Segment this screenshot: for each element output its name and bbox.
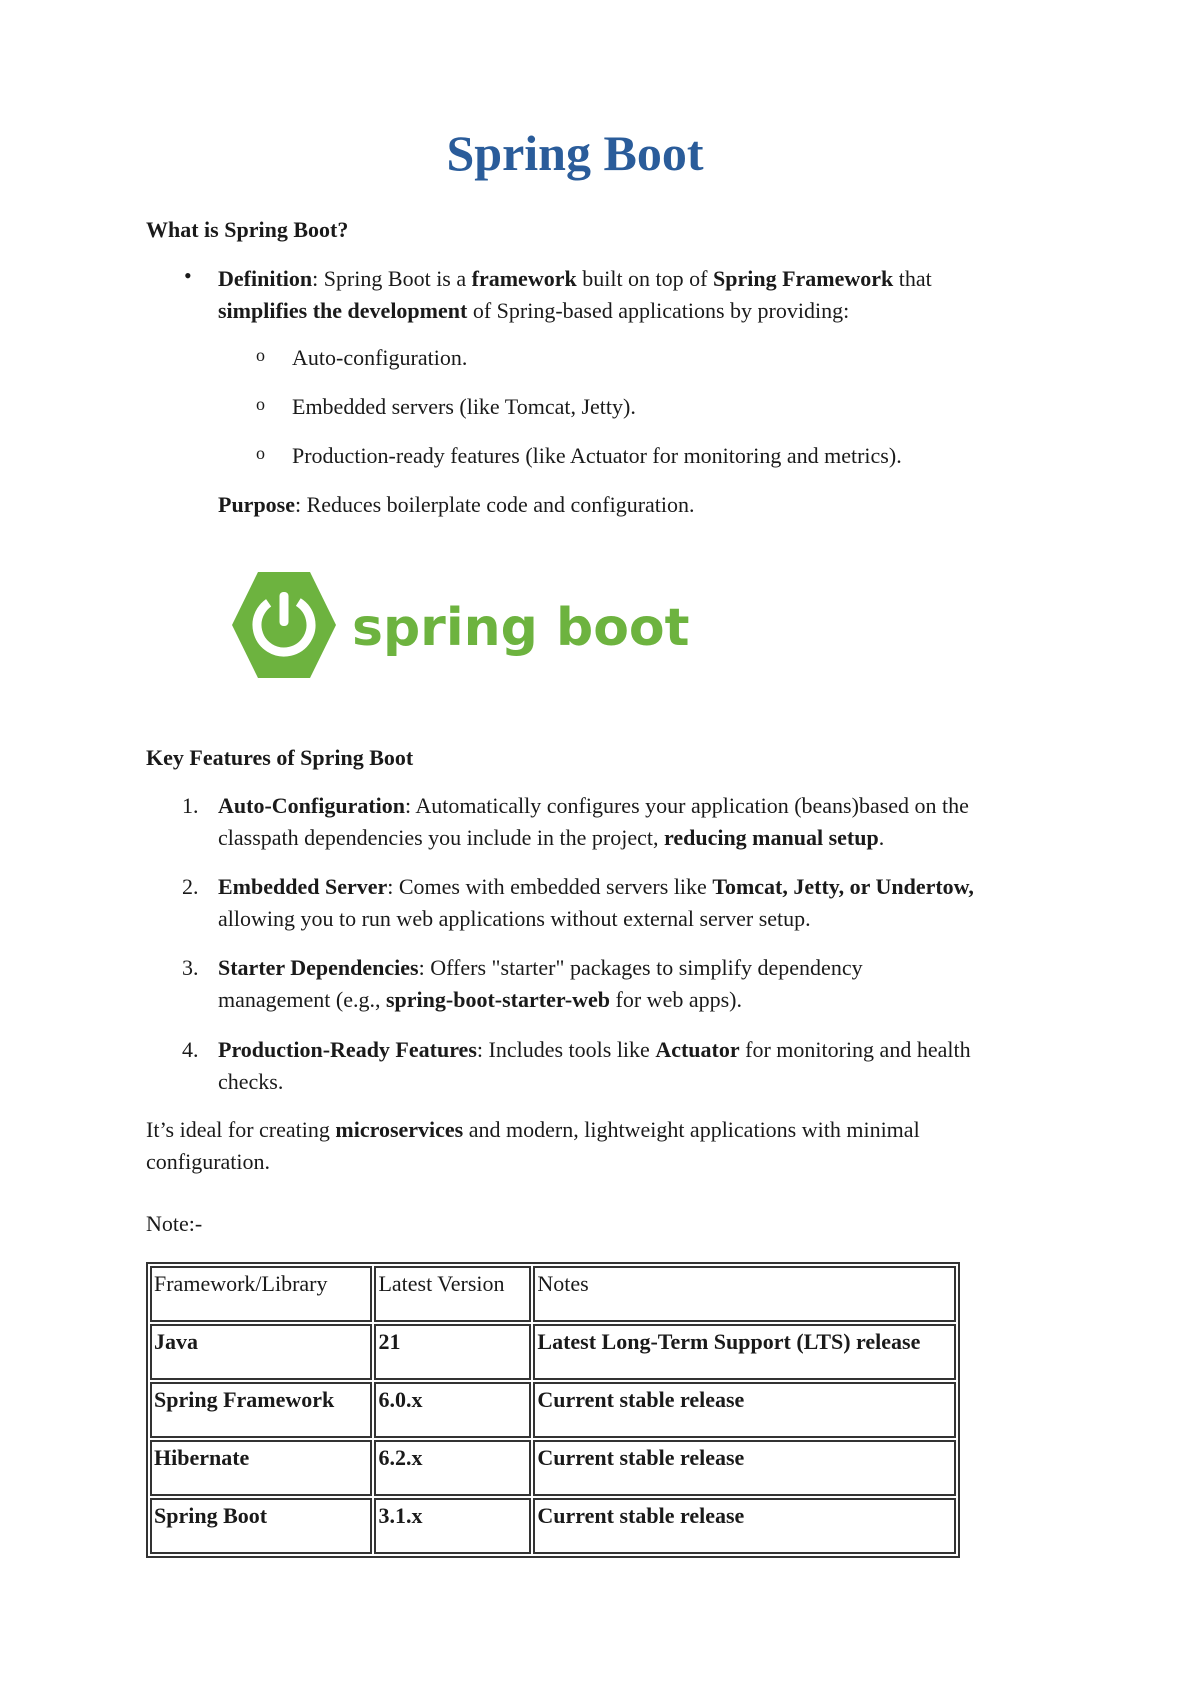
definition-text-3: that: [893, 266, 932, 291]
table-cell: 6.2.x: [374, 1440, 531, 1496]
table-cell: Spring Boot: [150, 1498, 372, 1554]
feature-bold: Tomcat, Jetty, or Undertow,: [712, 874, 974, 899]
table-cell: 3.1.x: [374, 1498, 531, 1554]
table-cell: Spring Framework: [150, 1382, 372, 1438]
table-header-cell: Latest Version: [374, 1266, 531, 1322]
definition-text-4: of Spring-based applications by providing:: [467, 298, 850, 323]
section-heading-what-is: What is Spring Boot?: [146, 217, 349, 242]
definition-bold-framework: framework: [471, 266, 577, 291]
ideal-bold-microservices: microservices: [335, 1117, 464, 1142]
table-row: [150, 1440, 956, 1496]
ideal-text: configuration.: [146, 1149, 271, 1174]
page-title: Spring Boot: [446, 125, 704, 181]
table-row: [150, 1498, 956, 1554]
table-cell: Current stable release: [533, 1382, 956, 1438]
ideal-text: and modern, lightweight applications with minimal: [463, 1117, 920, 1142]
feature-label: Embedded Server: [218, 874, 388, 899]
list-number: 4.: [182, 1037, 199, 1062]
feature-starter-dependencies: [218, 952, 1098, 1016]
feature-label: Production-Ready Features: [218, 1037, 477, 1062]
feature-text: for web apps).: [610, 987, 742, 1012]
ideal-paragraph: [146, 1114, 1066, 1178]
definition-bold-simplifies: simplifies the development: [218, 298, 468, 323]
definition-text-2: built on top of: [576, 266, 713, 291]
feature-label: Starter Dependencies: [218, 955, 419, 980]
feature-production-ready: [218, 1034, 1098, 1098]
table-header-cell: Notes: [533, 1266, 956, 1322]
feature-bold: reducing manual setup: [663, 825, 879, 850]
feature-text: : Offers "starter" packages to simplify dependency: [418, 955, 863, 980]
list-number: 2.: [182, 874, 199, 899]
logo-text: spring boot: [352, 598, 690, 658]
table-row: [150, 1382, 956, 1438]
sub-bullet-icon: o: [256, 443, 265, 463]
feature-text: : Includes tools like: [476, 1037, 656, 1062]
section-heading-key-features: Key Features of Spring Boot: [146, 745, 414, 770]
sub-bullet-icon: o: [256, 394, 265, 414]
feature-text: : Automatically configures your application (beans)based on the: [405, 793, 969, 818]
purpose-paragraph: [218, 489, 695, 521]
feature-text: management (e.g.,: [218, 987, 386, 1012]
definition-label: Definition: [218, 266, 313, 291]
feature-text: for monitoring and health: [739, 1037, 971, 1062]
purpose-label: Purpose: [218, 492, 295, 517]
sub-item: Auto-configuration.: [292, 345, 468, 370]
list-number: 3.: [182, 955, 199, 980]
definition-bold-spring-framework: Spring Framework: [713, 266, 894, 291]
table-header-cell: Framework/Library: [150, 1266, 372, 1322]
feature-text: checks.: [218, 1069, 284, 1094]
table-row: [150, 1324, 956, 1380]
table-cell: Latest Long-Term Support (LTS) release: [533, 1324, 956, 1380]
purpose-text: : Reduces boilerplate code and configuration.: [295, 492, 695, 517]
table-cell: Java: [150, 1324, 372, 1380]
table-cell: Hibernate: [150, 1440, 372, 1496]
note-label: Note:-: [146, 1211, 203, 1236]
feature-text: : Comes with embedded servers like: [387, 874, 713, 899]
versions-table: [146, 1262, 960, 1558]
feature-text: .: [878, 825, 885, 850]
sub-item: Embedded servers (like Tomcat, Jetty).: [292, 394, 636, 419]
table-cell: 6.0.x: [374, 1382, 531, 1438]
table-cell: Current stable release: [533, 1440, 956, 1496]
table-cell: Current stable release: [533, 1498, 956, 1554]
feature-embedded-server: [218, 871, 1098, 935]
feature-auto-configuration: [218, 790, 1098, 854]
bullet-icon: •: [184, 263, 192, 288]
sub-item: Production-ready features (like Actuator for monitoring and metrics).: [292, 443, 902, 468]
definition-paragraph: [218, 263, 1078, 327]
spring-boot-logo: [232, 572, 690, 678]
table-header-row: [150, 1266, 956, 1322]
feature-text: classpath dependencies you include in the project,: [218, 825, 664, 850]
table-cell: 21: [374, 1324, 531, 1380]
ideal-text: It’s ideal for creating: [146, 1117, 336, 1142]
sub-bullet-icon: o: [256, 345, 265, 365]
feature-bold: spring-boot-starter-web: [386, 987, 611, 1012]
definition-text-1: : Spring Boot is a: [312, 266, 472, 291]
feature-label: Auto-Configuration: [218, 793, 406, 818]
list-number: 1.: [182, 793, 199, 818]
feature-text: allowing you to run web applications without external server setup.: [218, 906, 811, 931]
feature-bold: Actuator: [655, 1037, 740, 1062]
